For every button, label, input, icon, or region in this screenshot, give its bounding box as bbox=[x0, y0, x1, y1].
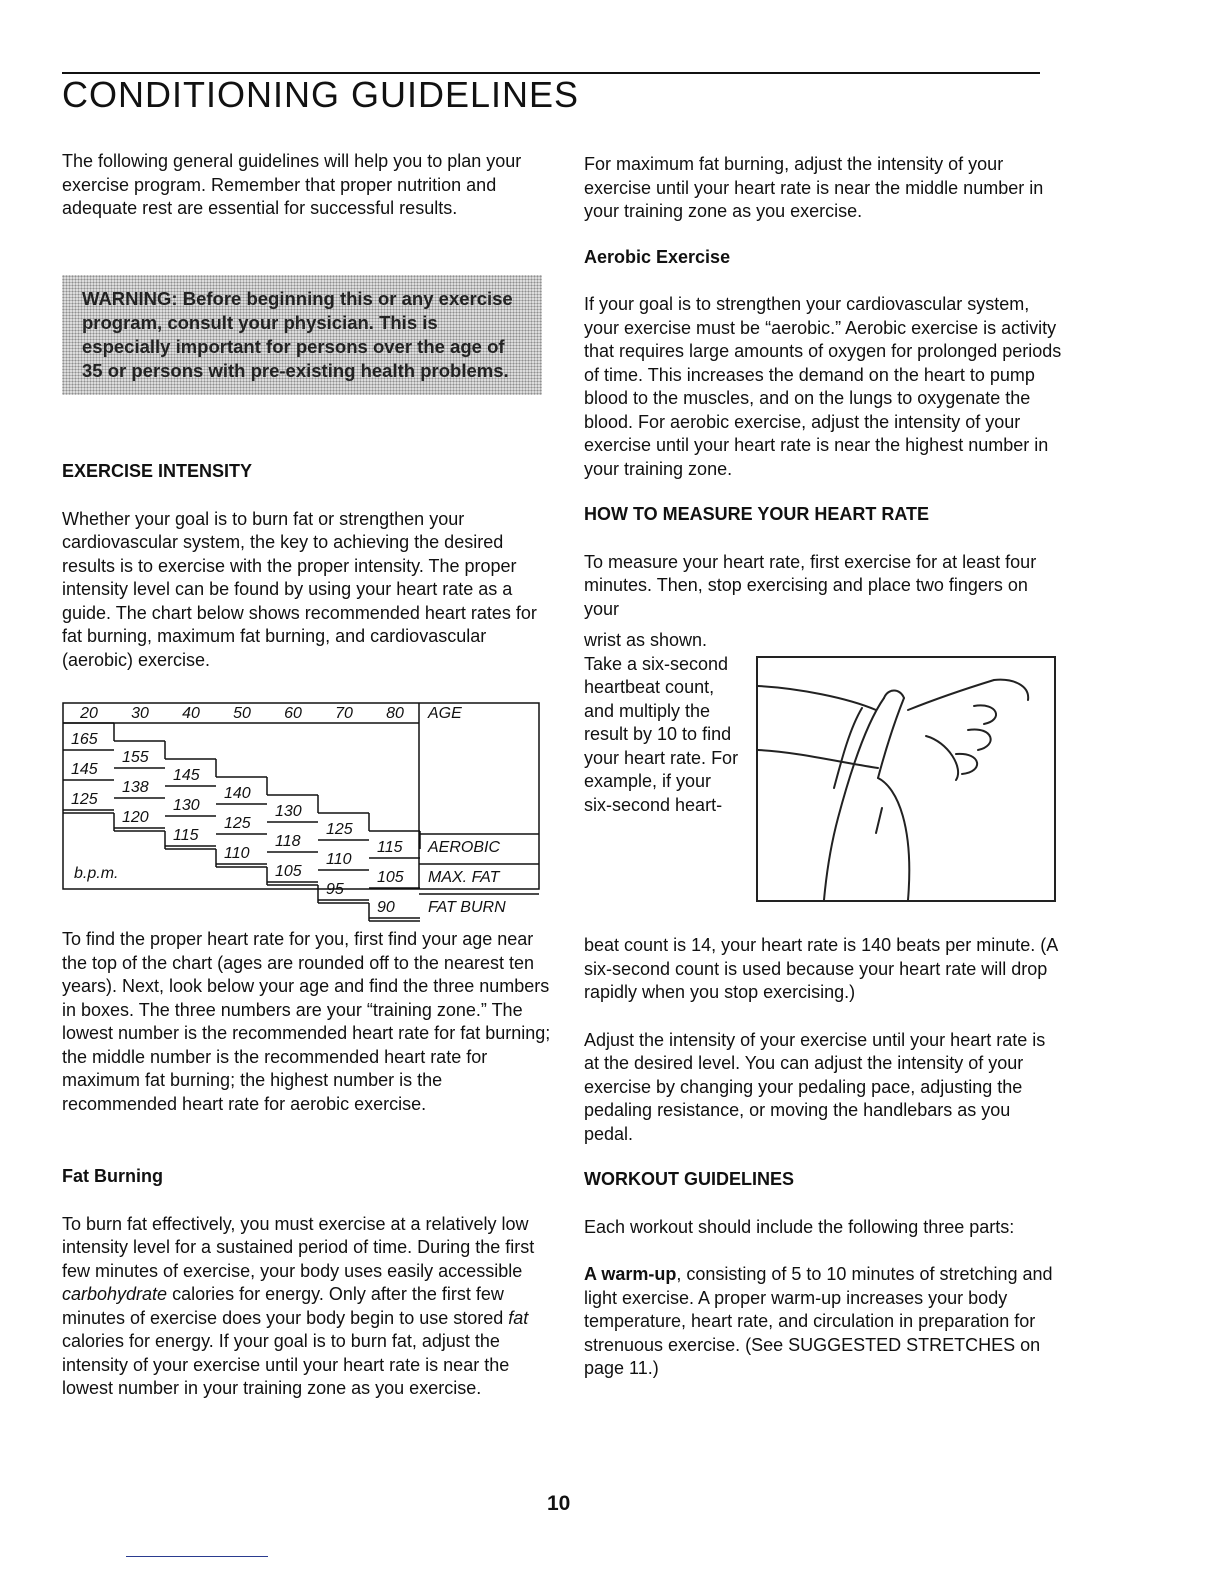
index-finger-left bbox=[824, 698, 884, 900]
chart-value-fat-burn-40: 115 bbox=[173, 827, 199, 844]
workout-guidelines-intro: Each workout should include the following three parts: bbox=[584, 1216, 1015, 1237]
chart-row-label-aerobic: AEROBIC bbox=[428, 839, 501, 856]
chart-value-fat-burn-50: 110 bbox=[224, 845, 250, 862]
chart-age-label: AGE bbox=[428, 705, 462, 722]
hand-wrist-drawing bbox=[758, 658, 1054, 900]
chart-value-max-fat-80: 105 bbox=[377, 869, 404, 886]
chart-value-fat-burn-30: 120 bbox=[122, 809, 149, 826]
right-column-top bbox=[584, 153, 1062, 621]
find-heart-rate-text: To find the proper heart rate for you, first find your age near the top of the chart (ages are rounded off to the nearest ten years). Next, look below your age and find the three numbers in boxes. The three numbers are your “training zone.” The lowest number is the recommended heart rate for fat burning; the middle number is the recommended heart rate for maximum fat burning; the highest number is the recommended heart rate for aerobic exercise. bbox=[62, 929, 551, 1114]
chart-value-aerobic-30: 155 bbox=[122, 749, 149, 766]
middle-finger-line bbox=[834, 708, 862, 788]
chart-age-70: 70 bbox=[335, 705, 353, 722]
intro-paragraph bbox=[62, 150, 550, 221]
warm-up-text bbox=[584, 1263, 1062, 1381]
right-column-bottom bbox=[584, 934, 1062, 1381]
measure-wrap-text: wrist as shown. Take a six-second heartbeat count, and multiply the result by 10 to find your heart rate. For example, if your six-second heart- bbox=[584, 630, 739, 815]
knuckle-mark bbox=[876, 808, 882, 833]
aerobic-exercise-heading: Aerobic Exercise bbox=[584, 246, 731, 267]
fat-burning-section bbox=[62, 1165, 552, 1401]
forearm-bottom-line bbox=[758, 750, 878, 768]
chart-age-30: 30 bbox=[131, 705, 149, 722]
hand-lower-edge bbox=[878, 778, 909, 900]
palm-edge bbox=[926, 736, 958, 780]
adjust-intensity-text: Adjust the intensity of your exercise until your heart rate is at the desired level. You can adjust the intensity of your exercise by changing your pedaling pace, adjusting the pedaling resistance, or moving the handlebars as you pedal. bbox=[584, 1029, 1046, 1144]
chart-age-60: 60 bbox=[284, 705, 302, 722]
chart-value-fat-burn-80: 90 bbox=[377, 899, 395, 916]
thumb-outline bbox=[908, 680, 1028, 710]
warning-box bbox=[62, 275, 542, 395]
page-title: CONDITIONING GUIDELINES bbox=[62, 74, 580, 115]
fat-emphasis-carbohydrate: carbohydrate bbox=[62, 1284, 168, 1304]
chart-value-max-fat-70: 110 bbox=[326, 851, 352, 868]
chart-value-fat-burn-60: 105 bbox=[275, 863, 302, 880]
chart-frame bbox=[63, 703, 539, 889]
chart-value-aerobic-60: 130 bbox=[275, 803, 302, 820]
chart-age-40: 40 bbox=[182, 705, 200, 722]
chart-value-aerobic-70: 125 bbox=[326, 821, 353, 838]
chart-value-max-fat-20: 145 bbox=[71, 761, 98, 778]
find-heart-rate-paragraph bbox=[62, 928, 552, 1116]
fat-text-part-1: To burn fat effectively, you must exercise at a relatively low intensity level for a sustained period of time. During the first few minutes of exercise, your body uses easily accessible bbox=[62, 1213, 535, 1281]
max-fat-burning-text: For maximum fat burning, adjust the intensity of your exercise until your heart rate is near the middle number in your training zone as you exercise. bbox=[584, 154, 1044, 221]
exercise-intensity-heading: EXERCISE INTENSITY bbox=[62, 461, 253, 481]
warning-text: WARNING: Before beginning this or any exercise program, consult your physician. This is especially important for persons over the age of 35 or persons with pre-existing health problems. bbox=[82, 288, 513, 381]
chart-value-max-fat-30: 138 bbox=[122, 779, 149, 796]
chart-value-aerobic-20: 165 bbox=[71, 731, 98, 748]
forearm-top-line bbox=[758, 686, 876, 710]
chart-age-20: 20 bbox=[80, 705, 98, 722]
fat-burning-heading: Fat Burning bbox=[62, 1166, 163, 1186]
measure-heart-rate-heading: HOW TO MEASURE YOUR HEART RATE bbox=[584, 504, 930, 524]
warm-up-description: , consisting of 5 to 10 minutes of stretching and light exercise. A proper warm-up increases your body temperature, heart rate, and circulation in preparation for strenuous exercise. (See SUGGESTED STRETCHES on page 11.) bbox=[584, 1264, 1053, 1378]
finger-curl-3 bbox=[956, 754, 977, 774]
chart-age-80: 80 bbox=[386, 705, 404, 722]
chart-value-aerobic-80: 115 bbox=[377, 839, 403, 856]
footer-rule bbox=[126, 1556, 268, 1557]
fat-text-part-2: calories for energy. Only after the first few minutes of exercise does your body begin to use stored bbox=[62, 1284, 509, 1328]
fat-emphasis-fat: fat bbox=[508, 1307, 529, 1328]
chart-value-aerobic-40: 145 bbox=[173, 767, 200, 784]
measure-heart-rate-text: To measure your heart rate, first exercise for at least four minutes. Then, stop exercising and place two fingers on your bbox=[584, 551, 1037, 619]
measure-heart-rate-continued: beat count is 14, your heart rate is 140 beats per minute. (A six-second count is used because your heart rate will drop rapidly when you stop exercising.) bbox=[584, 935, 1058, 1002]
chart-age-50: 50 bbox=[233, 705, 251, 722]
chart-row-label-max-fat: MAX. FAT bbox=[428, 869, 500, 886]
warm-up-label: A warm-up bbox=[584, 1264, 677, 1284]
chart-value-max-fat-50: 125 bbox=[224, 815, 251, 832]
heart-rate-chart bbox=[62, 696, 542, 916]
chart-value-fat-burn-70: 95 bbox=[326, 881, 344, 898]
chart-value-max-fat-60: 118 bbox=[275, 833, 301, 850]
chart-value-aerobic-50: 140 bbox=[224, 785, 251, 802]
index-fingertip bbox=[884, 691, 904, 699]
wrist-pulse-illustration bbox=[756, 656, 1056, 902]
intro-text: The following general guidelines will help you to plan your exercise program. Remember that proper nutrition and adequate rest are essential for successful results. bbox=[62, 151, 522, 218]
finger-curl-2 bbox=[968, 729, 991, 750]
workout-guidelines-heading: WORKOUT GUIDELINES bbox=[584, 1169, 794, 1189]
index-finger-right bbox=[878, 698, 904, 778]
chart-unit-label: b.p.m. bbox=[74, 865, 119, 882]
chart-value-fat-burn-20: 125 bbox=[71, 791, 98, 808]
page-number: 10 bbox=[547, 1492, 571, 1515]
fat-burning-text bbox=[62, 1213, 552, 1401]
fat-text-part-3: calories for energy. If your goal is to burn fat, adjust the intensity of your exercise until your heart rate is near the lowest number in your training zone as you exercise. bbox=[62, 1331, 510, 1398]
exercise-intensity-text: Whether your goal is to burn fat or strengthen your cardiovascular system, the key to achieving the desired results is to exercise with the proper intensity. The proper intensity level can be found by using your heart rate as a guide. The chart below shows recommended heart rates for fat burning, maximum fat burning, and cardiovascular (aerobic) exercise. bbox=[62, 508, 537, 670]
chart-value-max-fat-40: 130 bbox=[173, 797, 200, 814]
chart-row-label-fat-burn: FAT BURN bbox=[428, 899, 506, 916]
aerobic-exercise-text: If your goal is to strengthen your cardiovascular system, your exercise must be “aerobic.” Aerobic exercise is activity that requires large amounts of oxygen for prolonged periods of time. This increases the demand on the heart to pump blood to the muscles, and on the lungs to oxygenate the blood. For aerobic exercise, adjust the intensity of your exercise until your heart rate is near the highest number in your training zone. bbox=[584, 294, 1062, 479]
exercise-intensity-section bbox=[62, 460, 550, 672]
finger-curl-1 bbox=[974, 705, 996, 724]
